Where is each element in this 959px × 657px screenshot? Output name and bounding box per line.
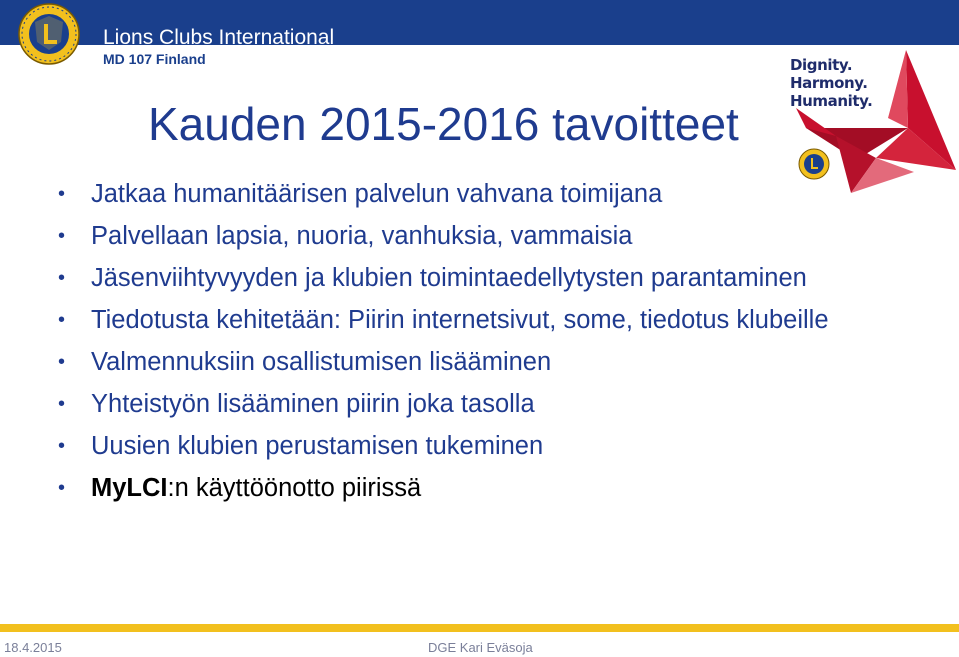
lions-small-emblem-icon [798,148,830,180]
bullet-item: • Uusien klubien perustamisen tukeminen [55,429,845,463]
bullet-dot-icon: • [58,477,66,499]
bullet-item: • Tiedotusta kehitetään: Piirin internetsivut, some, tiedotus klubeille [55,303,845,337]
lions-emblem-icon [17,2,81,66]
bullet-dot-icon: • [58,309,66,331]
bullet-item: • Palvellaan lapsia, nuoria, vanhuksia, vammaisia [55,219,845,253]
mylci-strong: MyLCI [91,474,168,502]
footer-divider [0,624,959,632]
slogan-line-harmony: Harmony. [790,74,868,92]
slogan [790,56,900,110]
bullet-dot-icon: • [58,225,66,247]
bullet-item: • Jäsenviihtyvyyden ja klubien toimintaedellytysten parantaminen [55,261,845,295]
bullet-dot-icon: • [58,183,66,205]
mylci-rest: :n käyttöönotto piirissä [167,474,422,502]
slide-title: Kauden 2015-2016 tavoitteet [148,98,739,150]
bullet-item: • Valmennuksiin osallistumisen lisääminen [55,345,845,379]
bullet-list [55,177,845,513]
footer-date: 18.4.2015 [4,640,62,655]
bullet-item: • Yhteistyön lisääminen piirin joka tasolla [55,387,845,421]
footer-author: DGE Kari Eväsoja [428,640,533,655]
brand-subtitle: MD 107 Finland [103,51,206,67]
bullet-dot-icon: • [58,351,66,373]
brand-name: Lions Clubs International [103,26,335,49]
bullet-dot-icon: • [58,267,66,289]
bullet-item: • Jatkaa humanitäärisen palvelun vahvana toimijana [55,177,845,211]
bullet-item-mylci [55,471,845,505]
slogan-line-dignity: Dignity. [790,56,853,74]
bullet-dot-icon: • [58,393,66,415]
bullet-dot-icon: • [58,435,66,457]
slogan-line-humanity: Humanity. [790,92,873,110]
